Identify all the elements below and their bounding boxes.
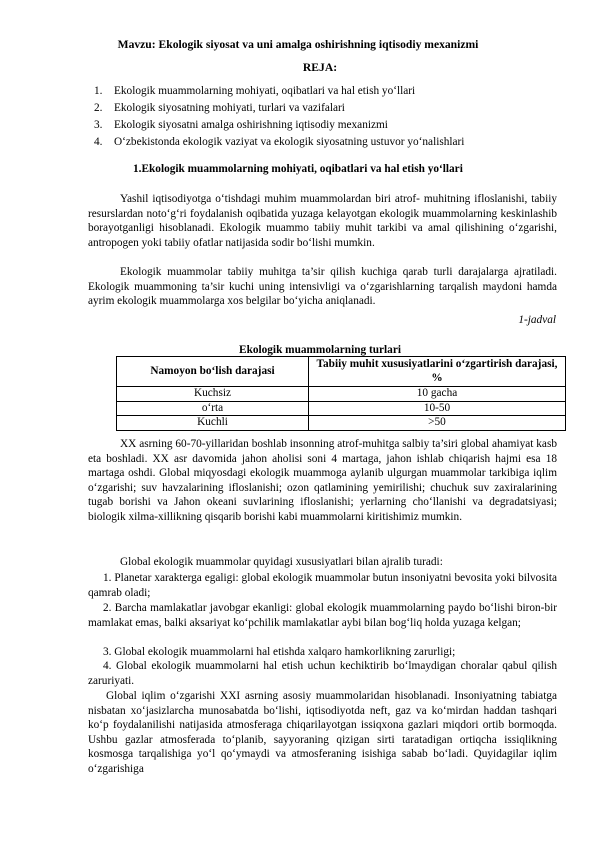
paragraph: XX asrning 60-70-yillaridan boshlab insonning atrof-muhitga salbiy ta’siri global ahamiyat kasb eta boshladi. XX asr davomida jahon aholisi soni 4 martaga, jahon ishlab chiqarish hajmi esa 18 martaga oshdi. Global miqyosdagi ekologik muammoga aylanib ulgurgan muammolar tarkibiga iqlim o‘zgarishi; suv havzalarining ifloslanishi; ozon qatlamining yemirilishi; chuchuk suv zaxiralarining tugab borishi va Jahon okeani suvlarining ifloslanishi; yerlarning cho‘llanishi va degradatsiyasi; biologik xilma-xillikning qisqarib borishi kabi muammolarni kiritishimiz mumkin. [88,438,557,523]
plan-item-number: 3. [94,119,103,131]
plan-item [94,134,574,151]
table-cell: Kuchsiz [117,387,309,402]
plan-item [94,117,574,134]
table-header-row [117,357,566,387]
plan-item-text: Ekologik siyosatni amalga oshirishning iqtisodiy mexanizmi [114,119,388,131]
plan-item-text: Ekologik muammolarning mohiyati, oqibatlari va hal etish yo‘llari [114,85,416,97]
plan-item [94,83,574,100]
table-row [117,401,566,416]
table-caption: Ekologik muammolarning turlari [239,344,401,356]
plan-list [94,83,574,151]
table-cell: >50 [309,416,566,431]
numbered-paragraph: 1. Planetar xarakterga egaligi: global ekologik muammolar butun insoniyatni bevosita yoki bilvosita qamrab oladi; [88,572,557,599]
plan-item-text: Ekologik siyosatning mohiyati, turlari va vazifalari [114,102,345,114]
paragraph: Yashil iqtisodiyotga o‘tishdagi muhim muammolardan biri atrof- muhitning ifloslanishi, tabiiy resurslardan noto‘g‘ri foydalanish oqibatida yuzaga kelayotgan ekologik muammolarning keskinlashib borayotganligi hisoblanadi. Ekologik muammo tabiiy muhit tarkibi va amal qilishining o‘zgarishi, antropogen yoki tabiiy ofatlar natijasida sodir bo‘lishi mumkin. [88,193,557,249]
paragraph: Ekologik muammolar tabiiy muhitga ta’sir qilish kuchiga qarab turli darajalarga ajratiladi. Ekologik muammoning ta’sir kuchi uning intensivligi va o‘zgarishlarning tarqalish maydoni hamda ayrim ekologik muammolarga xos belgilar bo‘yicha aniqlanadi. [88,266,557,308]
table-cell: Kuchli [117,416,309,431]
table-label: 1-jadval [518,314,556,326]
plan-item [94,100,574,117]
document-title: Mavzu: Ekologik siyosat va uni amalga oshirishning iqtisodiy mexanizmi [117,38,479,51]
plan-item-number: 1. [94,85,103,97]
numbered-paragraph: 2. Barcha mamlakatlar javobgar ekanligi: global ekologik muammolarning paydo bo‘lishi biron-bir mamlakat emas, balki aksariyat ko‘pchilik mamlakatlar aybi bilan bog‘liq holda yuzaga kelgan; [88,602,557,629]
table-cell: o‘rta [117,401,309,416]
numbered-paragraph: 3. Global ekologik muammolarni hal etishda xalqaro hamkorlikning zarurligi; [103,646,456,658]
table-cell: 10-50 [309,401,566,416]
plan-item-text: O‘zbekistonda ekologik vaziyat va ekologik siyosatning ustuvor yo‘nalishlari [114,136,465,148]
table-header-cell: Namoyon bo‘lish darajasi [117,357,309,387]
plan-item-number: 4. [94,136,103,148]
plan-item-number: 2. [94,102,103,114]
numbered-paragraph: 4. Global ekologik muammolarni hal etish uchun kechiktirib bo‘lmaydigan choralar qabul qilish zaruriyati. [88,660,557,687]
section-heading: 1.Ekologik muammolarning mohiyati, oqibatlari va hal etish yo‘llari [133,163,463,175]
table-header-cell: Tabiiy muhit xususiyatlarini o‘zgartirish darajasi, % [309,357,566,387]
paragraph: Global ekologik muammolar quyidagi xususiyatlari bilan ajralib turadi: [120,556,443,568]
problem-types-table [116,356,566,431]
table-row [117,387,566,402]
plan-heading: REJA: [302,61,338,74]
table-cell: 10 gacha [309,387,566,402]
paragraph: Global iqlim o‘zgarishi XXI asrning asosiy muammolaridan hisoblanadi. Insoniyatning tabiatga nisbatan xo‘jasizlarcha munosabatda bo‘lishi, iqtisodiyotda neft, gaz va ko‘mirdan haddan tashqari ko‘p foydalanilishi natijasida atmosferaga chiqarilayotgan issiqxona gazlari miqdori ortib bormoqda. Ushbu gazlar atmosferada to‘planib, sayyoraning qizigan sirti taratadigan ortiqcha issiqlikning kosmosga tarqalishiga yo‘l qo‘ymaydi va atmosferaning isishiga sabab bo‘ladi. Quyidagilar iqlim o‘zgarishiga [88,690,557,775]
table-row [117,416,566,431]
